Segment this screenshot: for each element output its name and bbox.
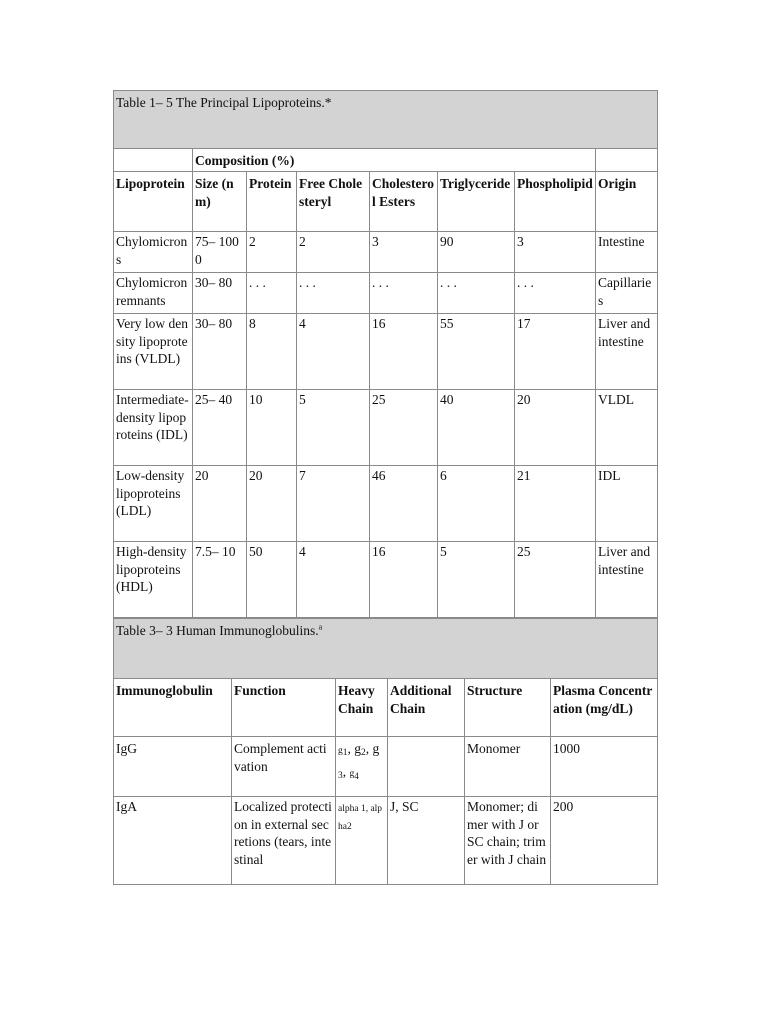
table-caption-text: Table 3– 3 Human Immunoglobulins. — [116, 623, 319, 638]
table-cell: High-density lipoproteins (HDL) — [114, 542, 193, 618]
column-header: Function — [232, 679, 336, 737]
table-cell: 4 — [297, 542, 370, 618]
table-cell: 10 — [247, 390, 297, 466]
table-cell: 46 — [370, 466, 438, 542]
caption-footnote-marker: a — [318, 622, 323, 632]
table-cell: 200 — [551, 797, 658, 885]
table-cell-empty — [596, 149, 658, 172]
table-cell: 20 — [515, 390, 596, 466]
table-cell: 40 — [438, 390, 515, 466]
heavy-chain-cell: alpha 1, alpha2 — [336, 797, 388, 885]
table-cell: 2 — [297, 232, 370, 273]
table-cell: 75– 1000 — [193, 232, 247, 273]
column-header: Origin — [596, 172, 658, 232]
table-cell: 90 — [438, 232, 515, 273]
heavy-chain-symbol: g — [338, 746, 343, 756]
heavy-chain-symbol: g — [354, 741, 361, 756]
table-cell: 5 — [438, 542, 515, 618]
heavy-chain-cell — [336, 737, 388, 797]
table-cell: 20 — [193, 466, 247, 542]
immunoglobulins-table — [113, 618, 658, 885]
table-cell-empty — [114, 149, 193, 172]
table-cell: Liver and intestine — [596, 314, 658, 390]
table-cell: 25– 40 — [193, 390, 247, 466]
table-row — [114, 390, 658, 466]
table-row — [114, 737, 658, 797]
table-cell: . . . — [438, 273, 515, 314]
separator: , — [342, 763, 350, 779]
heavy-chain-subscript: 2 — [361, 748, 366, 758]
table-cell: Complement activation — [232, 737, 336, 797]
column-header: Size (nm) — [193, 172, 247, 232]
table-cell: . . . — [297, 273, 370, 314]
table-cell: 8 — [247, 314, 297, 390]
table-cell: Capillaries — [596, 273, 658, 314]
table-cell: Monomer — [465, 737, 551, 797]
column-header: Cholesterol Esters — [370, 172, 438, 232]
table-cell: 2 — [247, 232, 297, 273]
heavy-chain-symbol: g — [372, 741, 380, 756]
table-cell: 25 — [515, 542, 596, 618]
table-cell: IgG — [114, 737, 232, 797]
table-row — [114, 466, 658, 542]
table-cell: IDL — [596, 466, 658, 542]
column-header: Structure — [465, 679, 551, 737]
column-header: Lipoprotein — [114, 172, 193, 232]
column-header: Triglyceride — [438, 172, 515, 232]
table-cell: 17 — [515, 314, 596, 390]
table-row — [114, 797, 658, 885]
column-header: Free Cholesteryl — [297, 172, 370, 232]
table-row — [114, 314, 658, 390]
table-row — [114, 232, 658, 273]
table-cell: J, SC — [388, 797, 465, 885]
table-cell: 5 — [297, 390, 370, 466]
table-cell: Localized protection in external secretions (tears, intestinal — [232, 797, 336, 885]
table-cell: Monomer; dimer with J or SC chain; trimer with J chain — [465, 797, 551, 885]
table-cell: 7 — [297, 466, 370, 542]
composition-group-header: Composition (%) — [193, 149, 596, 172]
table-cell: Intestine — [596, 232, 658, 273]
table-cell: 20 — [247, 466, 297, 542]
table-cell: . . . — [247, 273, 297, 314]
table-cell: 55 — [438, 314, 515, 390]
table-cell: Intermediate-density lipoproteins (IDL) — [114, 390, 193, 466]
heavy-chain-subscript: 1 — [342, 748, 348, 758]
table-cell: . . . — [370, 273, 438, 314]
table-cell: 30– 80 — [193, 314, 247, 390]
table-cell: Very low density lipoproteins (VLDL) — [114, 314, 193, 390]
table-cell: 1000 — [551, 737, 658, 797]
table-cell: 4 — [297, 314, 370, 390]
separator: , — [347, 741, 355, 756]
table-cell: 3 — [515, 232, 596, 273]
column-header: Additional Chain — [388, 679, 465, 737]
table-cell: Liver and intestine — [596, 542, 658, 618]
table-cell: 50 — [247, 542, 297, 618]
lipoproteins-table — [113, 90, 658, 618]
heavy-chain-symbol: g — [349, 768, 355, 779]
table-row — [114, 542, 658, 618]
separator: , — [365, 741, 373, 756]
table-cell: Chylomicron remnants — [114, 273, 193, 314]
table-caption — [114, 619, 658, 679]
table-cell: 16 — [370, 314, 438, 390]
table-caption: Table 1– 5 The Principal Lipoproteins.* — [114, 91, 658, 149]
column-header: Protein — [247, 172, 297, 232]
column-header: Phospholipid — [515, 172, 596, 232]
table-cell: Low-density lipoproteins (LDL) — [114, 466, 193, 542]
table-cell: . . . — [515, 273, 596, 314]
table-cell: 3 — [370, 232, 438, 273]
column-header: Plasma Concentration (mg/dL) — [551, 679, 658, 737]
table-cell: 21 — [515, 466, 596, 542]
table-row — [114, 273, 658, 314]
heavy-chain-subscript: 4 — [354, 770, 359, 781]
table-cell: 16 — [370, 542, 438, 618]
table-cell: IgA — [114, 797, 232, 885]
column-header: Immunoglobulin — [114, 679, 232, 737]
column-header: Heavy Chain — [336, 679, 388, 737]
table-cell: 7.5– 10 — [193, 542, 247, 618]
table-cell: 25 — [370, 390, 438, 466]
heavy-chain-subscript: 3 — [338, 770, 343, 781]
table-cell: 30– 80 — [193, 273, 247, 314]
table-cell: Chylomicrons — [114, 232, 193, 273]
table-cell — [388, 737, 465, 797]
table-cell: 6 — [438, 466, 515, 542]
table-cell: VLDL — [596, 390, 658, 466]
